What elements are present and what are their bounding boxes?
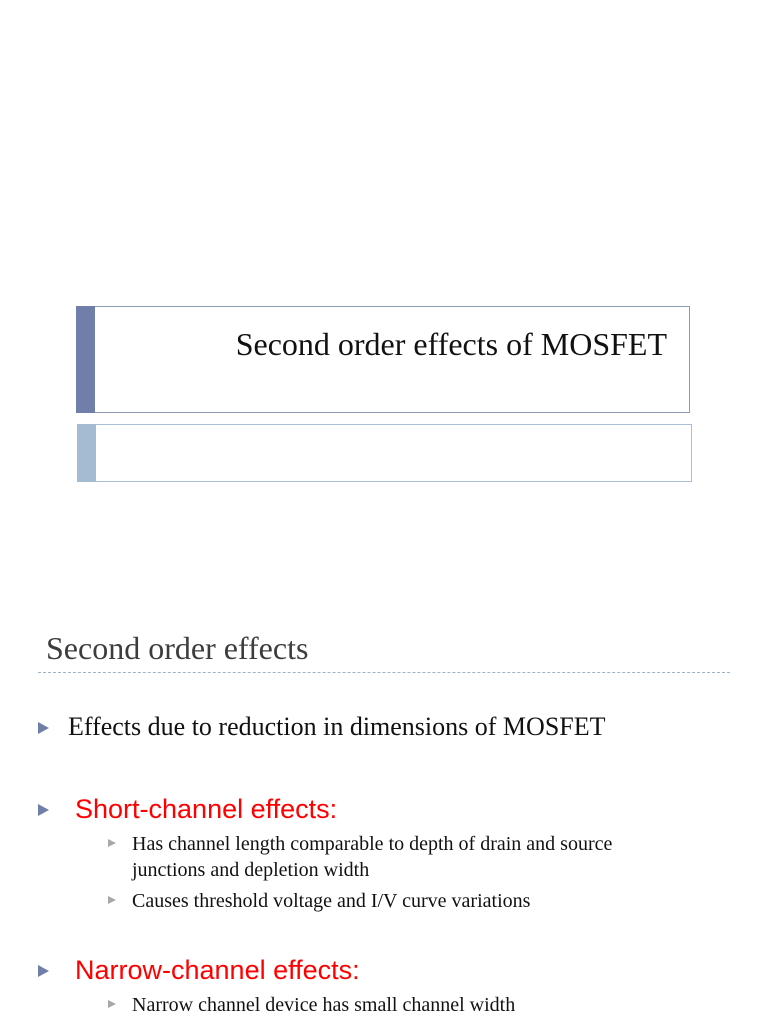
triangle-right-icon [108, 896, 116, 904]
subtitle-box [77, 424, 692, 482]
sub-bullet-text: Has channel length comparable to depth of drain and source junctions and depletion width [132, 833, 613, 881]
section-title-text: Short-channel effects: [75, 794, 338, 824]
sub-bullet-text: Narrow channel device has small channel width [132, 994, 516, 1016]
triangle-right-icon [108, 839, 116, 847]
triangle-right-icon [38, 722, 49, 734]
slide-heading: Second order effects [46, 630, 309, 666]
triangle-right-icon [38, 804, 49, 816]
triangle-right-icon [108, 1000, 116, 1008]
heading-divider [38, 672, 730, 673]
title-accent-bar [76, 306, 95, 413]
bullet-text: Effects due to reduction in dimensions of MOSFET [68, 712, 606, 741]
slide-title: Second order effects of MOSFET [235, 326, 667, 362]
title-box [76, 306, 690, 413]
sub-bullet-text: Causes threshold voltage and I/V curve variations [132, 890, 531, 912]
subtitle-accent-bar [77, 424, 96, 482]
section-title-text: Narrow-channel effects: [75, 955, 360, 985]
triangle-right-icon [38, 965, 49, 977]
